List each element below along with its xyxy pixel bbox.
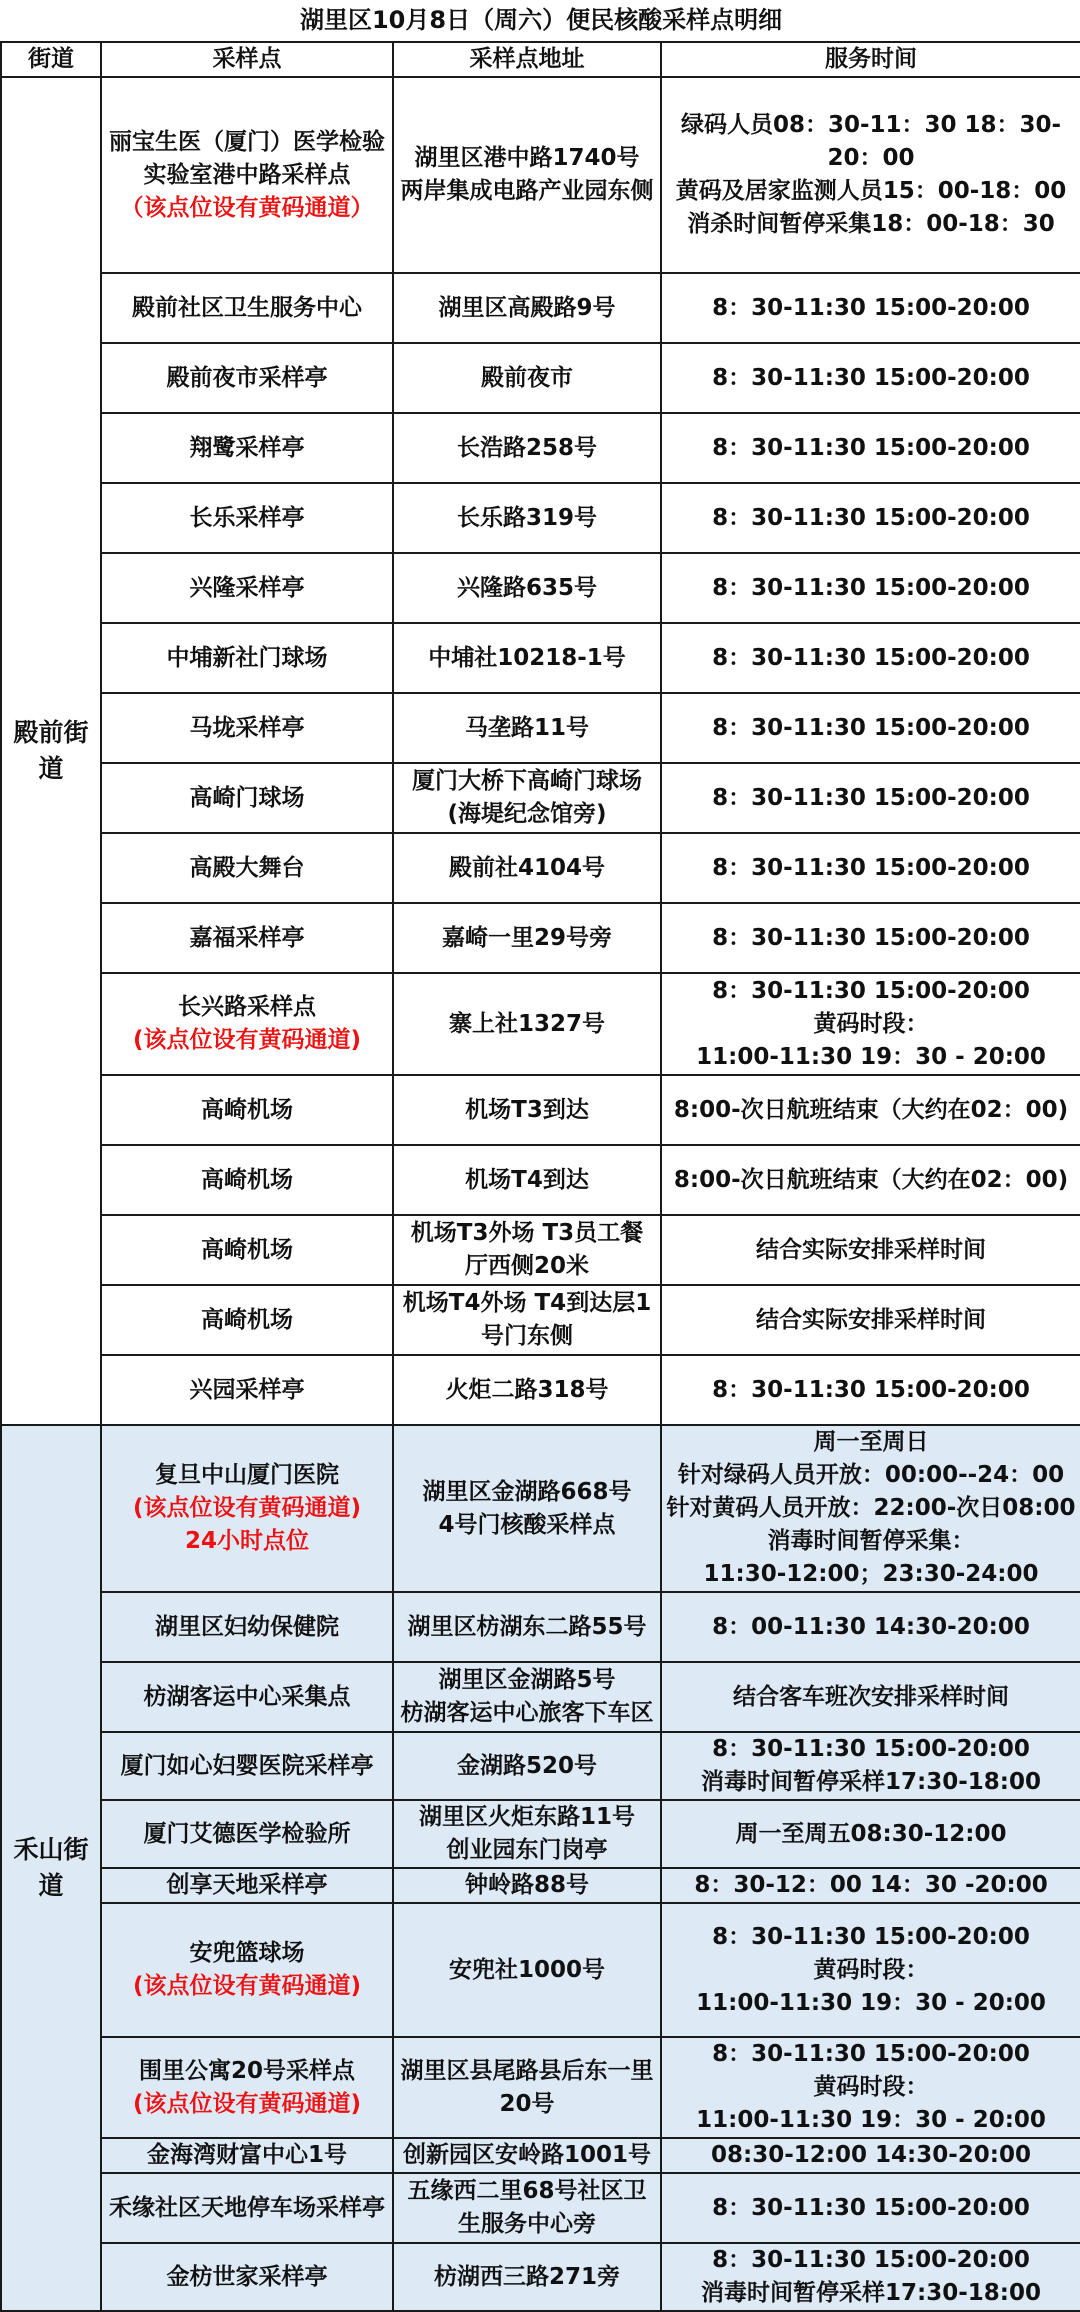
cell-line: 围里公寓20号采样点 [138, 2057, 355, 2084]
address-cell [393, 483, 661, 553]
site-cell [101, 2037, 393, 2138]
site-cell [101, 903, 393, 973]
cell-line: 厅西侧20米 [464, 1253, 589, 1279]
table-row [1, 2173, 1080, 2243]
address-cell [393, 1662, 661, 1732]
address-cell [393, 1355, 661, 1425]
cell-line: 20号 [499, 2090, 555, 2117]
page-title: 湖里区10月8日（周六）便民核酸采样点明细 [1, 0, 1080, 42]
cell-line: 08:30-12:00 14:30-20:00 [711, 2142, 1031, 2168]
cell-line: 11:00-11:30 19：30 - 20:00 [696, 2107, 1046, 2133]
cell-line: 黄码时段： [813, 2074, 929, 2100]
cell-line: 针对黄码人员开放：22:00-次日08:00 [666, 1495, 1076, 1521]
cell-line: 殿前夜市采样亭 [166, 364, 328, 391]
cell-line: 湖里区枋湖东二路55号 [407, 1613, 647, 1640]
cell-line: (海堤纪念馆旁) [447, 801, 607, 827]
table-row [1, 1075, 1080, 1145]
cell-line: 长浩路258号 [456, 434, 597, 461]
cell-line: 厦门艾德医学检验所 [143, 1820, 351, 1847]
cell-line: 机场T4到达 [465, 1166, 589, 1193]
cell-line: 湖里区县尾路县后东一里 [400, 2057, 654, 2084]
hours-cell [661, 77, 1080, 273]
yellow-code-note: (该点位设有黄码通道) [132, 1495, 362, 1521]
address-cell [393, 553, 661, 623]
cell-line: 厦门大桥下高崎门球场 [412, 768, 642, 794]
cell-line: 长兴路采样点 [178, 994, 316, 1020]
hours-cell [661, 693, 1080, 763]
address-cell [393, 343, 661, 413]
cell-line: 中埔社10218-1号 [428, 644, 626, 671]
cell-line: 兴园采样亭 [189, 1376, 305, 1403]
table-row [1, 1662, 1080, 1732]
cell-line: 金湖路520号 [456, 1752, 597, 1779]
cell-line: 8:00-次日航班结束（大约在02：00) [673, 1096, 1069, 1123]
cell-line: 8：30-11:30 15:00-20:00 [712, 434, 1030, 461]
table-row [1, 903, 1080, 973]
cell-line: 机场T3到达 [465, 1096, 589, 1123]
cell-line: 马垄路11号 [464, 714, 589, 741]
cell-line: 消毒时间暂停采样17:30-18:00 [701, 2280, 1041, 2306]
table-row [1, 2138, 1080, 2173]
site-cell [101, 1355, 393, 1425]
table-row [1, 553, 1080, 623]
cell-line: 8：30-11:30 15:00-20:00 [712, 924, 1030, 951]
section-heshan [1, 1425, 1080, 2311]
address-cell [393, 1425, 661, 1592]
address-cell [393, 973, 661, 1075]
cell-line: 长乐路319号 [456, 504, 597, 531]
cell-line: 嘉福采样亭 [189, 924, 305, 951]
cell-line: 嘉崎一里29号旁 [441, 924, 612, 951]
street-name: 禾山街道 [13, 1835, 89, 1900]
cell-line: 长乐采样亭 [189, 504, 305, 531]
yellow-code-note: (该点位设有黄码通道) [132, 1973, 362, 1999]
hours-cell [661, 1075, 1080, 1145]
cell-line: 湖里区高殿路9号 [438, 294, 616, 321]
cell-line: 消毒时间暂停采样17:30-18:00 [701, 1769, 1041, 1795]
cell-line: 湖里区金湖路5号 [438, 1667, 616, 1693]
hours-cell [661, 1732, 1080, 1800]
hours-cell [661, 273, 1080, 343]
street-cell [1, 1425, 101, 2311]
address-cell [393, 2173, 661, 2243]
address-cell [393, 1145, 661, 1215]
site-cell [101, 1145, 393, 1215]
section-dianqian [1, 77, 1080, 1425]
table-row [1, 1355, 1080, 1425]
cell-line: 8：30-11:30 15:00-20:00 [712, 1376, 1030, 1403]
site-cell [101, 1662, 393, 1732]
hours-cell [661, 2037, 1080, 2138]
hours-cell [661, 1215, 1080, 1285]
cell-line: 消毒时间暂停采集： [767, 1528, 975, 1554]
site-cell [101, 553, 393, 623]
header-street: 街道 [1, 42, 101, 77]
cell-line: 4号门核酸采样点 [438, 1511, 616, 1538]
hours-cell [661, 763, 1080, 833]
cell-line: 8：30-11:30 15:00-20:00 [712, 2041, 1030, 2067]
cell-line: 中埔新社门球场 [166, 644, 328, 671]
cell-line: 8：30-11:30 15:00-20:00 [712, 2247, 1030, 2273]
address-cell [393, 1285, 661, 1355]
address-cell [393, 1215, 661, 1285]
hours-cell [661, 2243, 1080, 2311]
cell-line: 钟岭路88号 [464, 1872, 589, 1898]
table-row [1, 693, 1080, 763]
hours-cell [661, 1662, 1080, 1732]
table-row [1, 2243, 1080, 2311]
cell-line: 8：30-11:30 15:00-20:00 [712, 977, 1030, 1004]
table-row [1, 763, 1080, 833]
header-site: 采样点 [101, 42, 393, 77]
cell-line: 针对绿码人员开放：00:00--24：00 [677, 1462, 1065, 1488]
cell-line: 8：30-11:30 15:00-20:00 [712, 854, 1030, 881]
address-cell [393, 2138, 661, 2173]
cell-line: 枋湖西三路271旁 [433, 2263, 620, 2290]
table-row [1, 343, 1080, 413]
hours-cell [661, 1868, 1080, 1903]
hours-cell [661, 1592, 1080, 1662]
site-cell [101, 2138, 393, 2173]
site-cell [101, 1425, 393, 1592]
table-row [1, 1145, 1080, 1215]
yellow-code-note: （该点位设有黄码通道） [120, 194, 374, 221]
street-name: 殿前街道 [13, 718, 89, 783]
site-cell [101, 1215, 393, 1285]
site-cell [101, 763, 393, 833]
cell-line: 湖里区妇幼保健院 [155, 1613, 339, 1640]
site-cell [101, 1592, 393, 1662]
cell-line: 8：30-11:30 15:00-20:00 [712, 294, 1030, 321]
cell-line: 翔鹭采样亭 [189, 434, 305, 461]
address-cell [393, 1732, 661, 1800]
cell-line: 机场T4外场 T4到达层1 [402, 1290, 652, 1316]
yellow-code-note: (该点位设有黄码通道) [132, 1027, 362, 1053]
cell-line: 消杀时间暂停采集18：00-18：30 [687, 211, 1055, 237]
hours-cell [661, 1903, 1080, 2037]
address-cell [393, 763, 661, 833]
address-cell [393, 77, 661, 273]
cell-line: 8：30-11:30 15:00-20:00 [712, 1736, 1030, 1762]
cell-line: 金枋世家采样亭 [166, 2263, 328, 2290]
site-cell [101, 2173, 393, 2243]
site-cell [101, 973, 393, 1075]
cell-line: 枋湖客运中心采集点 [143, 1683, 351, 1710]
table-row [1, 413, 1080, 483]
cell-line: 8：30-12：00 14：30 -20:00 [694, 1872, 1048, 1898]
street-cell [1, 77, 101, 1425]
cell-line: 生服务中心旁 [458, 2211, 596, 2237]
cell-line: 安兜社1000号 [448, 1956, 605, 1983]
cell-line: 高崎机场 [201, 1236, 293, 1263]
table-row [1, 623, 1080, 693]
cell-line: 周一至周日 [813, 1429, 929, 1455]
table-row [1, 1732, 1080, 1800]
cell-line: 8：30-11:30 15:00-20:00 [712, 1923, 1030, 1950]
cell-line: 8：30-11:30 15:00-20:00 [712, 364, 1030, 391]
cell-line: 高殿大舞台 [189, 854, 305, 881]
hours-cell [661, 413, 1080, 483]
cell-line: 高崎机场 [201, 1096, 293, 1123]
cell-line: 8：30-11:30 15:00-20:00 [712, 784, 1030, 811]
address-cell [393, 693, 661, 763]
hours-cell [661, 1425, 1080, 1592]
yellow-code-note: (该点位设有黄码通道) [132, 2090, 362, 2117]
address-cell [393, 833, 661, 903]
hours-cell [661, 1355, 1080, 1425]
address-cell [393, 903, 661, 973]
site-cell [101, 1868, 393, 1903]
address-cell [393, 1800, 661, 1868]
cell-line: 高崎机场 [201, 1166, 293, 1193]
cell-line: 两岸集成电路产业园东侧 [400, 178, 654, 204]
cell-line: 湖里区港中路1740号 [414, 145, 640, 171]
cell-line: 禾缘社区天地停车场采样亭 [109, 2194, 385, 2221]
address-cell [393, 623, 661, 693]
address-cell [393, 1075, 661, 1145]
site-cell [101, 2243, 393, 2311]
address-cell [393, 2243, 661, 2311]
cell-line: 兴隆采样亭 [189, 574, 305, 601]
address-cell [393, 2037, 661, 2138]
site-cell [101, 273, 393, 343]
cell-line: 金海湾财富中心1号 [146, 2142, 347, 2168]
hours-cell [661, 2138, 1080, 2173]
site-cell [101, 343, 393, 413]
hours-cell [661, 833, 1080, 903]
hours-cell [661, 1145, 1080, 1215]
table-row [1, 1285, 1080, 1355]
address-cell [393, 1903, 661, 2037]
site-cell [101, 693, 393, 763]
cell-line: 殿前社区卫生服务中心 [132, 294, 362, 321]
header-hours: 服务时间 [661, 42, 1080, 77]
yellow-code-note: 24小时点位 [184, 1528, 309, 1554]
hours-cell [661, 343, 1080, 413]
cell-line: 创业园东门岗亭 [446, 1837, 608, 1863]
cell-line: 安兜篮球场 [189, 1940, 305, 1966]
cell-line: 创享天地采样亭 [166, 1872, 328, 1898]
cell-line: 号门东侧 [481, 1323, 573, 1349]
site-cell [101, 623, 393, 693]
cell-line: 五缘西二里68号社区卫 [407, 2178, 647, 2204]
hours-cell [661, 483, 1080, 553]
cell-line: 结合客车班次安排采样时间 [733, 1683, 1010, 1710]
cell-line: 黄码时段： [813, 1956, 929, 1983]
cell-line: 寨上社1327号 [448, 1010, 605, 1037]
address-cell [393, 273, 661, 343]
cell-line: 马垅采样亭 [189, 714, 305, 741]
cell-line: 8：30-11:30 15:00-20:00 [712, 714, 1030, 741]
table-row [1, 1215, 1080, 1285]
hours-cell [661, 903, 1080, 973]
cell-line: 枋湖客运中心旅客下车区 [400, 1700, 654, 1726]
cell-line: 周一至周五08:30-12:00 [735, 1820, 1007, 1847]
cell-line: 8:00-次日航班结束（大约在02：00) [673, 1166, 1069, 1193]
cell-line: 结合实际安排采样时间 [756, 1236, 987, 1263]
cell-line: 殿前夜市 [481, 364, 573, 391]
table-row [1, 1425, 1080, 1592]
address-cell [393, 413, 661, 483]
hours-cell [661, 2173, 1080, 2243]
cell-line: 复旦中山厦门医院 [155, 1462, 339, 1488]
table-row [1, 1868, 1080, 1903]
cell-line: 机场T3外场 T3员工餐 [410, 1220, 644, 1246]
header-address: 采样点地址 [393, 42, 661, 77]
cell-line: 湖里区火炬东路11号 [418, 1804, 635, 1830]
hours-cell [661, 623, 1080, 693]
cell-line: 8：30-11:30 15:00-20:00 [712, 2194, 1030, 2221]
table-row [1, 273, 1080, 343]
table-row [1, 833, 1080, 903]
table-row [1, 77, 1080, 273]
site-cell [101, 833, 393, 903]
cell-line: 黄码及居家监测人员15：00-18：00 [675, 178, 1067, 204]
site-cell [101, 1075, 393, 1145]
site-cell [101, 483, 393, 553]
cell-line: 丽宝生医（厦门）医学检验 [109, 128, 385, 155]
cell-line: 8：30-11:30 15:00-20:00 [712, 504, 1030, 531]
cell-line: 火炬二路318号 [445, 1376, 609, 1403]
site-cell [101, 1285, 393, 1355]
address-cell [393, 1592, 661, 1662]
cell-line: 兴隆路635号 [456, 574, 597, 601]
table-row [1, 2037, 1080, 2138]
cell-line: 湖里区金湖路668号 [422, 1478, 632, 1505]
table-row [1, 1903, 1080, 2037]
cell-line: 创新园区安岭路1001号 [402, 2142, 651, 2168]
cell-line: 8：30-11:30 15:00-20:00 [712, 644, 1030, 671]
table-row [1, 1592, 1080, 1662]
cell-line: 厦门如心妇婴医院采样亭 [120, 1752, 374, 1779]
table-row [1, 1800, 1080, 1868]
hours-cell [661, 973, 1080, 1075]
table-row [1, 973, 1080, 1075]
site-cell [101, 413, 393, 483]
site-cell [101, 1732, 393, 1800]
site-cell [101, 77, 393, 273]
cell-line: 11:00-11:30 19：30 - 20:00 [696, 1043, 1046, 1070]
hours-cell [661, 1800, 1080, 1868]
cell-line: 8：00-11:30 14:30-20:00 [712, 1613, 1030, 1640]
site-cell [101, 1800, 393, 1868]
hours-cell [661, 553, 1080, 623]
cell-line: 绿码人员08：30-11：30 18：30-20：00 [680, 112, 1062, 171]
address-cell [393, 1868, 661, 1903]
cell-line: 高崎机场 [201, 1306, 293, 1333]
cell-line: 殿前社4104号 [448, 854, 605, 881]
cell-line: 11:00-11:30 19：30 - 20:00 [696, 1989, 1046, 2016]
cell-line: 实验室港中路采样点 [143, 161, 351, 188]
table-row [1, 483, 1080, 553]
cell-line: 8：30-11:30 15:00-20:00 [712, 574, 1030, 601]
cell-line: 高崎门球场 [189, 784, 305, 811]
cell-line: 11:30-12:00；23:30-24:00 [703, 1561, 1039, 1587]
hours-cell [661, 1285, 1080, 1355]
site-cell [101, 1903, 393, 2037]
cell-line: 黄码时段： [813, 1010, 929, 1037]
cell-line: 结合实际安排采样时间 [756, 1306, 987, 1333]
